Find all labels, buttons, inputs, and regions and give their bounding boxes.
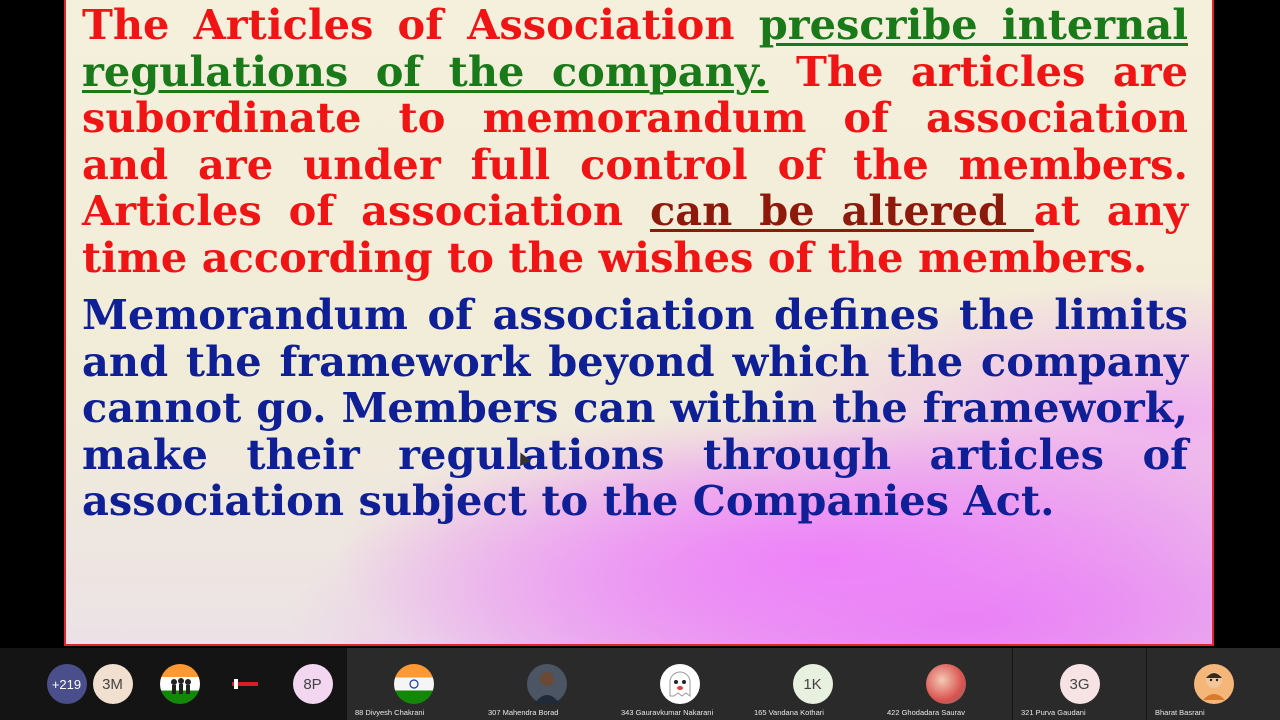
articles-paragraph — [82, 2, 1188, 282]
participant-tile[interactable] — [1147, 648, 1280, 720]
text-segment: at any time according to the wishes of the members. — [82, 186, 1189, 282]
memorandum-paragraph: Memorandum of association defines the limits and the framework beyond which the company cannot go. Members can within the framework, make their regulations through articles of association subject to the Companies Act. — [82, 290, 1188, 526]
avatar: 8P — [293, 664, 333, 704]
participant-name: Bharat Basrani — [1155, 708, 1205, 717]
participants-bar — [0, 648, 1280, 720]
underlined-phrase-dark: can be altered — [649, 186, 1034, 236]
cartoon-avatar-icon — [1194, 664, 1234, 704]
participant-tile[interactable] — [613, 648, 746, 720]
presentation-slide — [64, 0, 1214, 646]
photo-avatar-icon — [926, 664, 966, 704]
underlined-phrase-green: prescribe internal regulations of the company. — [82, 0, 1189, 96]
participant-tile[interactable] — [480, 648, 613, 720]
participant-name: 321 Purva Gaudani — [1021, 708, 1086, 717]
avatar: 1K — [793, 664, 833, 704]
avatar: 3M — [93, 664, 133, 704]
text-segment: The Articles of Association — [82, 0, 759, 49]
text-segment: The articles are subordinate to memorandum of association and are under full control of the members. Articles of association — [82, 46, 1188, 236]
participant-tile[interactable] — [879, 648, 1012, 720]
participant-name: 88 Divyesh Chakrani — [355, 708, 425, 717]
person-photo-avatar-icon — [527, 664, 567, 704]
participant-tile[interactable] — [347, 648, 480, 720]
participant-tile[interactable] — [746, 648, 879, 720]
participant-tile[interactable] — [1013, 648, 1146, 720]
participant-name: 307 Mahendra Borad — [488, 708, 559, 717]
participant-name: 422 Ghodadara Saurav — [887, 708, 965, 717]
participant-name: 343 Gauravkumar Nakarani — [621, 708, 714, 717]
ghost-emoji-avatar-icon — [660, 664, 700, 704]
participant-name: 165 Vandana Kothari — [754, 708, 824, 717]
india-flag-avatar-icon — [394, 664, 434, 704]
avatar: 3G — [1060, 664, 1100, 704]
avatar: +219 — [47, 664, 87, 704]
